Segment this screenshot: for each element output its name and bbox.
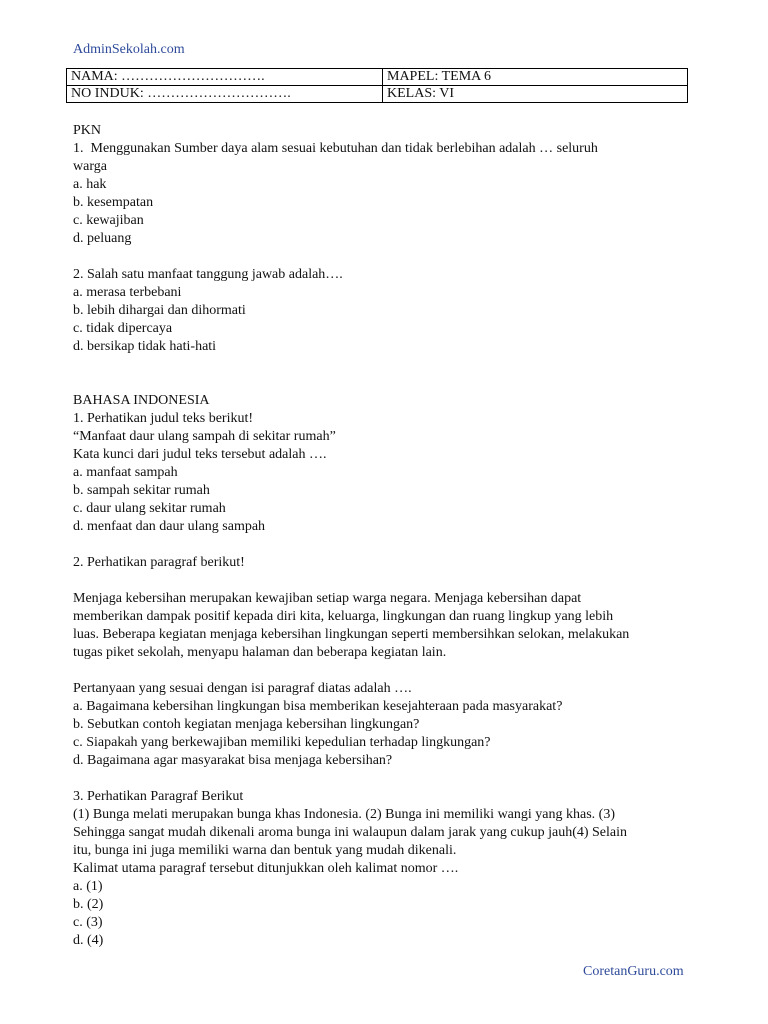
answer-option: b. lebih dihargai dan dihormati: [73, 303, 246, 318]
header-site-link[interactable]: AdminSekolah.com: [73, 42, 185, 57]
footer-site-link[interactable]: CoretanGuru.com: [583, 964, 684, 979]
paragraph-line: tugas piket sekolah, menyapu halaman dan beberapa kegiatan lain.: [73, 645, 447, 660]
question-text: Pertanyaan yang sesuai dengan isi paragraf diatas adalah ….: [73, 681, 412, 696]
answer-option: d. peluang: [73, 231, 132, 246]
mapel-field: MAPEL: TEMA 6: [383, 69, 688, 86]
answer-option: c. tidak dipercaya: [73, 321, 173, 336]
question-text: 2. Perhatikan paragraf berikut!: [73, 555, 245, 570]
answer-option: b. kesempatan: [73, 195, 154, 210]
question-text: Kalimat utama paragraf tersebut ditunjukkan oleh kalimat nomor ….: [73, 861, 459, 876]
section-heading-bahasa: BAHASA INDONESIA: [73, 393, 210, 408]
question-text: Kata kunci dari judul teks tersebut adalah ….: [73, 447, 327, 462]
question-text: 2. Salah satu manfaat tanggung jawab adalah….: [73, 267, 343, 282]
question-text: warga: [73, 159, 107, 174]
no-induk-field: NO INDUK: ………………………….: [67, 86, 383, 103]
paragraph-line: Menjaga kebersihan merupakan kewajiban setiap warga negara. Menjaga kebersihan dapat: [73, 591, 582, 606]
answer-option: c. Siapakah yang berkewajiban memiliki kepedulian terhadap lingkungan?: [73, 735, 491, 750]
answer-option: b. sampah sekitar rumah: [73, 483, 210, 498]
question-text: 1. Menggunakan Sumber daya alam sesuai kebutuhan dan tidak berlebihan adalah … seluruh: [73, 141, 598, 156]
answer-option: b. Sebutkan contoh kegiatan menjaga kebersihan lingkungan?: [73, 717, 420, 732]
paragraph-line: Sehingga sangat mudah dikenali aroma bunga ini walaupun dalam jarak yang cukup jauh(4) Selain: [73, 825, 628, 840]
paragraph-line: luas. Beberapa kegiatan menjaga kebersihan lingkungan seperti membersihkan selokan, melakukan: [73, 627, 630, 642]
answer-option: a. Bagaimana kebersihan lingkungan bisa memberikan kesejahteraan pada masyarakat?: [73, 699, 563, 714]
nama-field: NAMA: ………………………….: [67, 69, 383, 86]
kelas-field: KELAS: VI: [383, 86, 688, 103]
paragraph-line: memberikan dampak positif kepada diri kita, keluarga, lingkungan dan ruang lingkup yang lebih: [73, 609, 614, 624]
answer-option: a. hak: [73, 177, 107, 192]
paragraph-line: itu, bunga ini juga memiliki warna dan bentuk yang mudah dikenali.: [73, 843, 457, 858]
question-text: 3. Perhatikan Paragraf Berikut: [73, 789, 244, 804]
paragraph-line: (1) Bunga melati merupakan bunga khas Indonesia. (2) Bunga ini memiliki wangi yang khas. (3): [73, 807, 615, 822]
answer-option: a. merasa terbebani: [73, 285, 182, 300]
exam-content: [73, 122, 698, 950]
answer-option: d. Bagaimana agar masyarakat bisa menjaga kebersihan?: [73, 753, 393, 768]
answer-option: b. (2): [73, 897, 104, 912]
question-text: “Manfaat daur ulang sampah di sekitar rumah”: [73, 429, 336, 444]
answer-option: a. manfaat sampah: [73, 465, 178, 480]
question-text: 1. Perhatikan judul teks berikut!: [73, 411, 254, 426]
section-heading-pkn: PKN: [73, 123, 102, 138]
student-info-table: [66, 68, 688, 103]
answer-option: c. (3): [73, 915, 103, 930]
answer-option: c. daur ulang sekitar rumah: [73, 501, 226, 516]
answer-option: c. kewajiban: [73, 213, 144, 228]
answer-option: d. menfaat dan daur ulang sampah: [73, 519, 266, 534]
answer-option: d. bersikap tidak hati-hati: [73, 339, 217, 354]
answer-option: d. (4): [73, 933, 104, 948]
table-row: [67, 86, 688, 103]
table-row: [67, 69, 688, 86]
answer-option: a. (1): [73, 879, 103, 894]
